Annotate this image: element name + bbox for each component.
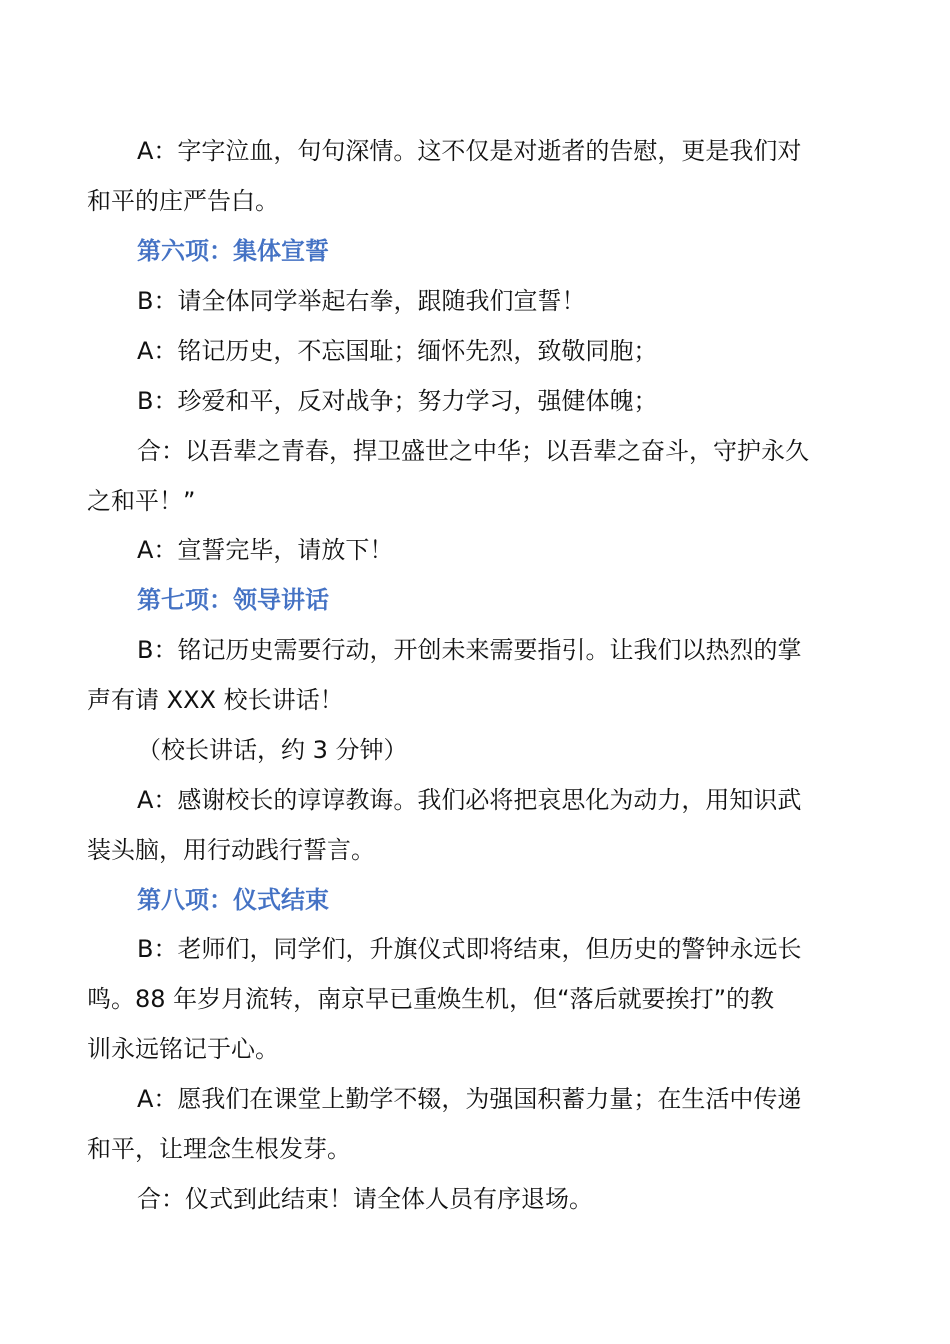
section-heading-8: 第八项：仪式结束 [137,886,329,914]
paragraph-line: 和平，让理念生根发芽。 [87,1135,351,1163]
paragraph-line: 和平的庄严告白。 [87,187,279,215]
paragraph-line: 之和平！” [87,487,196,515]
section-heading-7: 第七项：领导讲话 [137,586,329,614]
paragraph-line: A：字字泣血，句句深情。这不仅是对逝者的告慰，更是我们对 [137,137,802,165]
paragraph-line: A：铭记历史，不忘国耻；缅怀先烈，致敬同胞； [137,337,658,365]
paragraph-line: 鸣。88 年岁月流转，南京早已重焕生机，但“落后就要挨打”的教 [87,985,775,1013]
paragraph-line: A：宣誓完毕，请放下！ [137,536,394,564]
paragraph-line: B：老师们，同学们，升旗仪式即将结束，但历史的警钟永远长 [137,935,802,963]
paragraph-line: 声有请 XXX 校长讲话！ [87,686,344,714]
paragraph-line: B：珍爱和平，反对战争；努力学习，强健体魄； [137,387,658,415]
paragraph-line: A：愿我们在课堂上勤学不辍，为强国积蓄力量；在生活中传递 [137,1085,802,1113]
paragraph-line: B：请全体同学举起右拳，跟随我们宣誓！ [137,287,586,315]
paragraph-line: 合：仪式到此结束！请全体人员有序退场。 [137,1185,593,1213]
paragraph-line: 装头脑，用行动践行誓言。 [87,836,375,864]
paragraph-line: （校长讲话，约 3 分钟） [137,736,408,764]
paragraph-line: B：铭记历史需要行动，开创未来需要指引。让我们以热烈的掌 [137,636,802,664]
section-heading-6: 第六项：集体宣誓 [137,237,329,265]
paragraph-line: 训永远铭记于心。 [87,1035,279,1063]
paragraph-line: 合：以吾辈之青春，捍卫盛世之中华；以吾辈之奋斗，守护永久 [137,437,809,465]
paragraph-line: A：感谢校长的谆谆教诲。我们必将把哀思化为动力，用知识武 [137,786,802,814]
